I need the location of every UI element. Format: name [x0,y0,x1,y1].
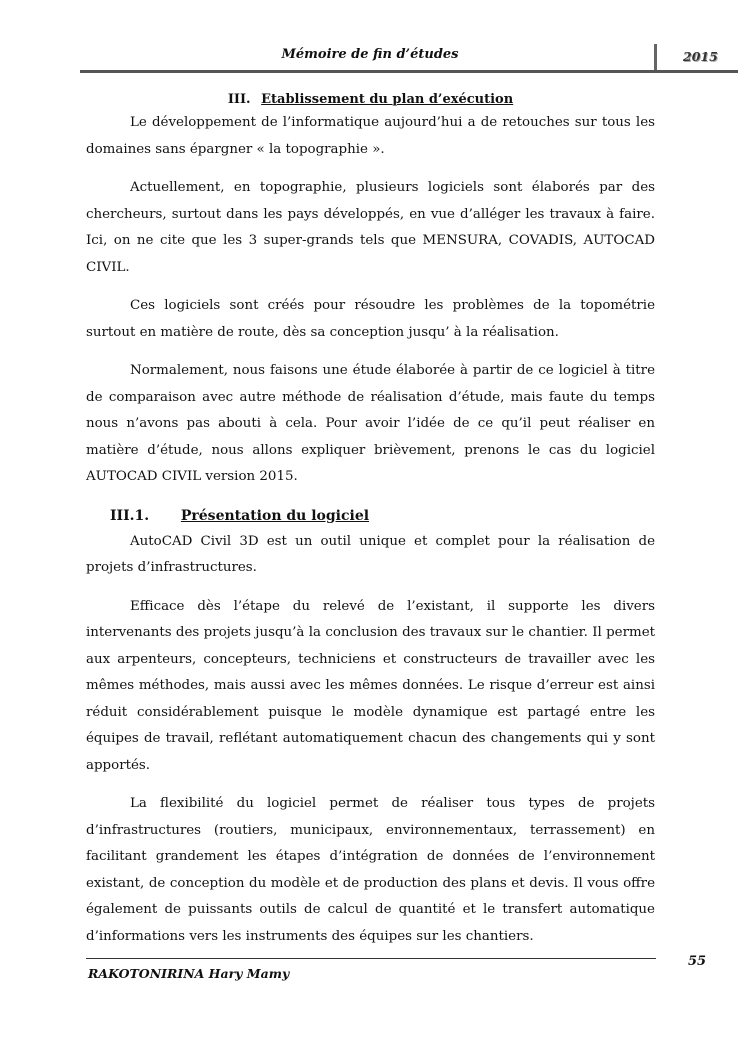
paragraph: Actuellement, en topographie, plusieurs logiciels sont élaborés par des chercheurs, surtout dans les pays développés, en vue d’alléger les travaux à faire. Ici, on ne cite que les 3 super-grands tels que MENSURA, COVADIS, AUTOCAD CIVIL. [86,180,655,275]
footer-author: RAKOTONIRINA Hary Mamy [88,966,290,981]
header-title: Mémoire de fin d’études [281,47,459,62]
subsection-heading [110,503,655,529]
paragraph: Normalement, nous faisons une étude élaborée à partir de ce logiciel à titre de comparaison avec autre méthode de réalisation d’étude, mais faute du temps nous n’avons pas abouti à cela. Pour avoir l’idée de ce qu’il peut réaliser en matière d’étude, nous allons expliquer brièvement, prenons le cas du logiciel AUTOCAD CIVIL version 2015. [86,363,655,484]
section-number: III. [227,92,251,107]
page-number: 55 [688,954,707,969]
subsection-title: Présentation du logiciel [180,507,370,524]
footer-rule [86,958,656,959]
paragraph: Ces logiciels sont créés pour résoudre les problèmes de la topométrie surtout en matière de route, dès sa conception jusqu’ à la réalisation. [86,298,655,340]
paragraph: Le développement de l’informatique aujourd’hui a de retouches sur tous les domaines sans épargner « la topographie ». [86,115,655,157]
paragraph: Efficace dès l’étape du relevé de l’existant, il supporte les divers intervenants des projets jusqu’à la conclusion des travaux sur le chantier. Il permet aux arpenteurs, concepteurs, techniciens et constructeurs de travailler avec les mêmes méthodes, mais aussi avec les mêmes données. Le risque d’erreur est ainsi réduit considérablement puisque le modèle dynamique est partagé entre les équipes de travail, reflétant automatiquement chacun des changements qui y sont apportés. [86,598,655,773]
subsection-number: III.1. [110,507,150,524]
paragraph: La flexibilité du logiciel permet de réaliser tous types de projets d’infrastructures (routiers, municipaux, environnementaux, terrassement) en facilitant grandement les étapes d’intégration de données de l’environnement existant, de conception du modèle et de production des plans et devis. Il vous offre également de puissants outils de calcul de quantité et le transfert automatique d’informations vers les instruments des équipes sur les chantiers. [86,796,655,944]
header-year: 2015 [683,49,718,64]
header-rule [80,70,738,73]
page-body [86,90,655,962]
paragraph: AutoCAD Civil 3D est un outil unique et complet pour la réalisation de projets d’infrastructures. [86,533,655,575]
section-title: Etablissement du plan d’exécution [261,92,514,107]
section-heading [86,90,655,110]
header-separator [654,44,657,73]
